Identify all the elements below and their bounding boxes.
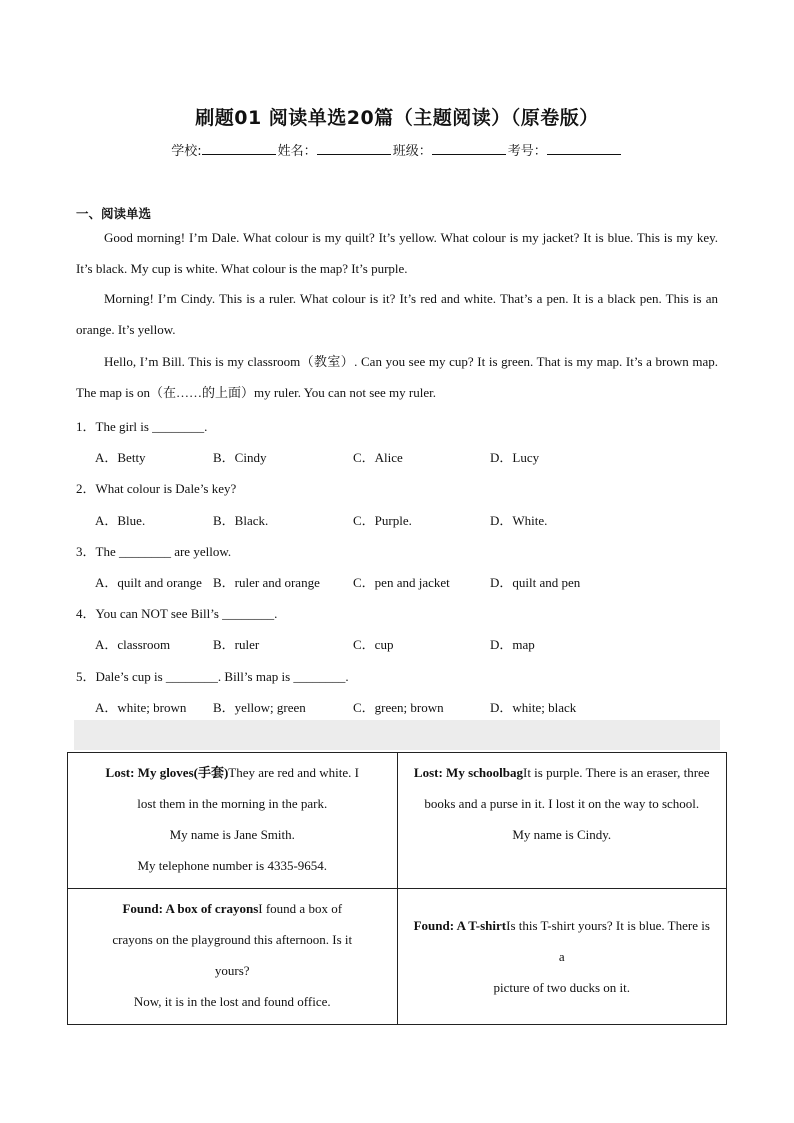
question-1: 1．The girl is ________. [76,419,208,434]
q4-option-d: D．map [490,637,535,652]
notice-found-tshirt: Found: A T-shirtIs this T-shirt yours? It is blue. There is a picture of two ducks on it. [397,889,727,1025]
class-blank [432,142,506,155]
notice-found-crayons: Found: A box of crayonsI found a box of crayons on the playground this afternoon. Is it yours? Now, it is in the lost and found office. [68,889,398,1025]
section-title: 一、阅读单选 [76,206,152,221]
school-label: 学校: [171,144,202,159]
q5-option-d: D．white; black [490,700,577,715]
lost-and-found-table [67,752,727,1025]
number-label: 考号： [507,144,547,159]
passage-cindy: Morning! I’m Cindy. This is a ruler. What colour is it? It’s red and white. That’s a pen. It is a black pen. This is an orange. It’s yellow. [76,291,718,337]
q5-option-a: A．white; brown [95,700,187,715]
q5-option-c: C．green; brown [353,700,444,715]
q4-option-a: A．classroom [95,637,171,652]
q1-option-d: D．Lucy [490,450,540,465]
passage-dale: Good morning! I’m Dale. What colour is my quilt? It’s yellow. What colour is my jacket? It is blue. This is my key. It’s black. My cup is white. What colour is the map? It’s purple. [76,230,718,276]
shaded-band [74,720,720,750]
q1-option-a: A．Betty [95,450,146,465]
q4-option-c: C．cup [353,637,394,652]
name-label: 姓名： [277,144,317,159]
q3-option-b: B．ruler and orange [213,575,320,590]
q3-option-c: C．pen and jacket [353,575,450,590]
question-5: 5．Dale’s cup is ________. Bill’s map is ________. [76,669,349,684]
school-blank [202,142,276,155]
question-4: 4．You can NOT see Bill’s ________. [76,606,278,621]
student-info-line [0,140,794,159]
q1-option-b: B．Cindy [213,450,267,465]
q3-option-d: D．quilt and pen [490,575,581,590]
number-blank [547,142,621,155]
q2-option-b: B．Black. [213,513,269,528]
question-2: 2．What colour is Dale’s key? [76,481,237,496]
q2-option-d: D．White. [490,513,548,528]
q1-option-c: C．Alice [353,450,403,465]
notice-lost-gloves: Lost: My gloves(手套)They are red and white. I lost them in the morning in the park. My name is Jane Smith. My telephone number is 4335-9654. [68,753,398,889]
q5-option-b: B．yellow; green [213,700,306,715]
q2-option-a: A．Blue. [95,513,146,528]
q3-option-a: A．quilt and orange [95,575,202,590]
name-blank [317,142,391,155]
class-label: 班级： [392,144,432,159]
passage-bill: Hello, I’m Bill. This is my classroom（教室）. Can you see my cup? It is green. That is my map. It’s a brown map. The map is on（在……的上面）my ruler. You can not see my ruler. [76,354,718,400]
question-3: 3．The ________ are yellow. [76,544,232,559]
q4-option-b: B．ruler [213,637,260,652]
page-title: 刷题01 阅读单选20篇（主题阅读）（原卷版） [195,107,599,129]
notice-lost-schoolbag: Lost: My schoolbagIt is purple. There is an eraser, three books and a purse in it. I lost it on the way to school. My name is Cindy. [397,753,727,889]
q2-option-c: C．Purple. [353,513,412,528]
